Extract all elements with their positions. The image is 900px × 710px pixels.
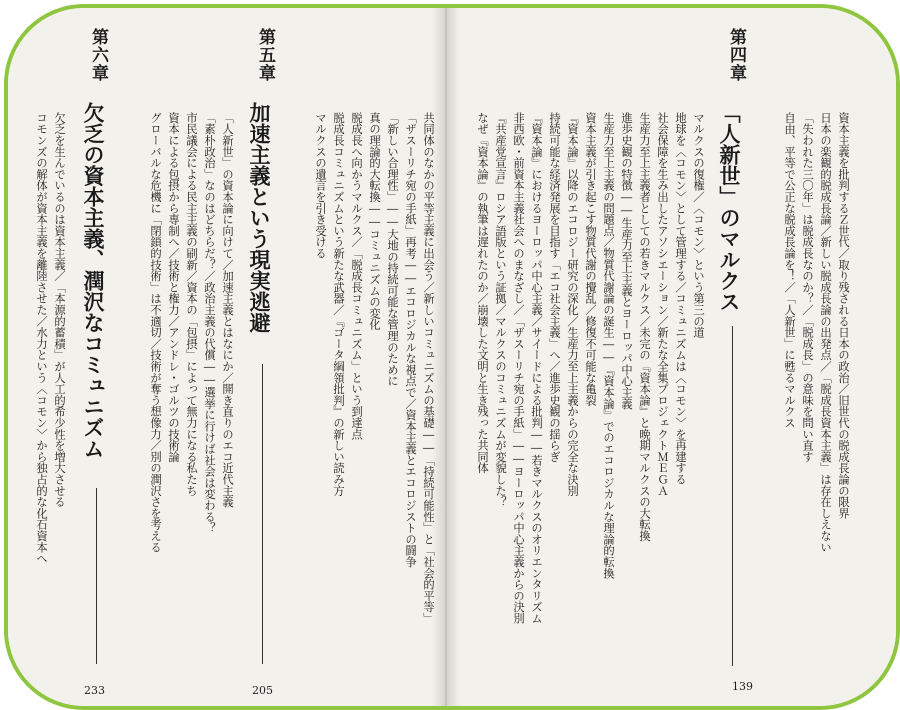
chapter4-line-11: 生産力至上主義の問題点／物質代謝論の誕生――『資本論』でのエコロジカルな理論的転換	[602, 112, 615, 579]
chapter4-title: 「人新世」のマルクス	[717, 102, 742, 312]
chapter5-line-7: マルクスの遺言を引き受ける	[314, 112, 327, 259]
chapter5-line-3: 「新しい合理性」――大地の持続可能な管理のために	[386, 112, 399, 387]
chapter4-line-13: 『資本論』以降のエコロジー研究の深化／生産力至上主義からの完全な決別	[566, 112, 579, 497]
chapter6-label: 第六章	[88, 28, 108, 82]
chapter6-title: 欠乏の資本主義、潤沢なコミュニズム	[81, 102, 106, 459]
chapter5-rule	[262, 364, 263, 664]
chapter4-label: 第四章	[726, 28, 746, 82]
chapter5-line-5: 脱成長へ向かうマルクス／「脱成長コミュニズム」という到達点	[350, 112, 363, 440]
chapter4-page-number: 139	[732, 680, 753, 693]
chapter5-title: 加速主義という現実逃避	[247, 102, 272, 333]
chapter5-line-12: 資本による包摂から専制へ／技術と権力／アンドレ・ゴルツの技術論	[167, 112, 180, 463]
chapter6-line-1: 欠乏を生んでいるのは資本主義／「本源的蓄積」が人工的希少性を増大させる	[53, 112, 66, 508]
chapter4-line-2: 日本の楽観的脱成長論／新しい脱成長論の出発点／「脱成長資本主義」は存在しえない	[819, 112, 832, 553]
chapter4-rule	[732, 326, 733, 666]
chapter4-line-1: 資本主義を批判するＺ世代／取り残される日本の政治／旧世代の脱成長論の限界	[837, 112, 850, 519]
chapter4-line-15: 『資本論』におけるヨーロッパ中心主義／サイードによる批判――若きマルクスのオリエンタリズム	[530, 112, 543, 624]
chapter5-line-2: 「ザスーリチ宛の手紙」再考――エコロジカルな視点で／資本主義とエコロジストの闘争	[404, 112, 417, 568]
chapter6-rule	[96, 488, 97, 664]
chapter5-line-10: 「素朴政治」なのはどちらだ？／政治主義の代償――選挙に行けば社会は変わる？	[203, 112, 216, 534]
chapter4-line-3: 「失われた三〇年」は脱成長なのか？／「脱成長」の意味を問い直す	[801, 112, 814, 463]
chapter5-line-13: グローバルな危機に「閉鎖的技術」は不適切／技術が奪う想像力／別の潤沢さを考える	[149, 112, 162, 553]
chapter6-page-number: 233	[84, 684, 105, 697]
chapter5-line-1: 共同体のなかの平等主義に出会う／新しいコミュニズムの基礎――「持続可能性」と「社会的平等」	[422, 112, 435, 624]
chapter4-line-14: 持続可能な経済発展を目指す「エコ社会主義」へ／進歩史観の揺らぎ	[548, 112, 561, 463]
chapter4-line-16: 非西欧・前資本主義社会へのまなざし／「ザスーリチ宛の手紙」――ヨーロッパ中心主義からの決別	[512, 112, 525, 624]
chapter4-line-4: 自由、平等で公正な脱成長論を！／「人新世」に甦るマルクス	[783, 112, 796, 429]
chapter4-line-12: 資本主義が引き起こす物質代謝の攪乱／修復不可能な亀裂	[584, 112, 597, 406]
chapter5-page-number: 205	[252, 684, 273, 697]
chapter5-label: 第五章	[255, 28, 275, 82]
chapter4-line-18: なぜ『資本論』の執筆は遅れたのか／崩壊した文明と生き残った共同体	[476, 112, 489, 474]
chapter4-line-8: 社会保障を生み出したアソシエーション／新たな全集プロジェクトＭＥＧＡ	[656, 112, 669, 497]
chapter5-line-11: 市民議会による民主主義の刷新／資本の「包摂」によって無力になる私たち	[185, 112, 198, 497]
chapter4-line-17: 『共産党宣言』ロシア語版という証拠／マルクスのコミュニズムが変貌した？	[494, 112, 507, 508]
chapter6-line-2: コモンズの解体が資本主義を離陸させた／水力という〈コモン〉から独占的な化石資本へ	[35, 112, 48, 564]
chapter4-line-10: 進歩史観の特徴――生産力至上主義とヨーロッパ中心主義	[620, 112, 633, 410]
chapter4-line-7: 地球を〈コモン〉として管理する／コミュニズムは〈コモン〉を再建する	[674, 112, 687, 485]
chapter4-line-6: マルクスの復権／〈コモン〉という第三の道	[692, 112, 705, 338]
book-gutter	[432, 8, 460, 706]
chapter4-line-9: 生産力至上主義者としての若きマルクス／未完の『資本論』と晩期マルクスの大転換	[638, 112, 651, 542]
chapter5-line-6: 脱成長コミュニズムという新たな武器／『ゴータ綱領批判』の新しい読み方	[332, 112, 345, 497]
chapter5-line-9: 「人新世」の資本論に向けて／加速主義とはなにか／開き直りのエコ近代主義	[221, 112, 234, 508]
book-spread	[4, 4, 900, 710]
chapter5-line-4: 真の理論的大転換――コミュニズムの変化	[368, 112, 381, 331]
